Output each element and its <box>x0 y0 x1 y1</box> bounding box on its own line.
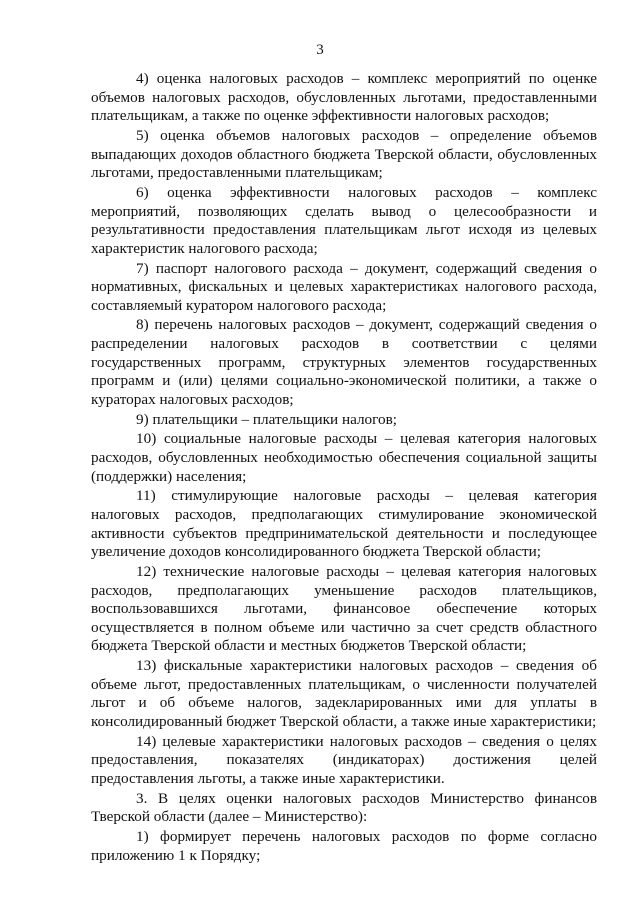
paragraph-item-5: 5) оценка объемов налоговых расходов – определение объемов выпадающих доходов областного бюджета Тверской области, обусловленных льготами, предоставленными плательщикам; <box>91 126 597 182</box>
paragraph-item-10: 10) социальные налоговые расходы – целевая категория налоговых расходов, обусловленных необходимостью обеспечения социальной защиты (поддержки) населения; <box>91 430 597 485</box>
paragraph-item-14: 14) целевые характеристики налоговых расходов – сведения о целях предоставления, показателях (индикаторах) достижения целей предоставления льготы, а также иные характеристики. <box>91 732 597 787</box>
paragraph-item-8: 8) перечень налоговых расходов – документ, содержащий сведения о распределении налоговых расходов в соответствии с целями государственных программ, структурных элементов государственных программ и (или) целями социально-экономической политики, а также о кураторах налоговых расходов; <box>91 316 597 408</box>
paragraph-item-13: 13) фискальные характеристики налоговых расходов – сведения об объеме льгот, предоставленных плательщикам, о численности получателей льгот и об объеме налогов, задекларированных ими для уплаты в консолидированный бюджет Тверской области, а также иные характеристики; <box>91 657 597 730</box>
paragraph-item-12: 12) технические налоговые расходы – целевая категория налоговых расходов, предполагающих уменьшение расходов плательщиков, воспользовавшихся льготами, финансовое обеспечение которых осуществляется в полном объеме или частично за счет средств областного бюджета Тверской области и местных бюджетов Тверской области; <box>91 562 597 655</box>
page-number: 3 <box>316 42 324 58</box>
paragraph-item-9: 9) плательщики – плательщики налогов; <box>136 410 397 428</box>
document-body <box>91 70 597 866</box>
paragraph-subitem-1: 1) формирует перечень налоговых расходов по форме согласно приложению 1 к Порядку; <box>91 828 597 864</box>
paragraph-item-4: 4) оценка налоговых расходов – комплекс мероприятий по оценке объемов налоговых расходов, обусловленных льготами, предоставленными плательщикам, а также по оценке эффективности налоговых расходов; <box>91 70 597 125</box>
paragraph-item-7: 7) паспорт налогового расхода – документ, содержащий сведения о нормативных, фискальных и целевых характеристиках налогового расхода, составляемый куратором налогового расхода; <box>91 259 597 314</box>
paragraph-item-6: 6) оценка эффективности налоговых расходов – комплекс мероприятий, позволяющих сделать вывод о целесообразности и результативности предоставления плательщикам льгот исходя из целевых характеристик налогового расхода; <box>91 183 597 257</box>
paragraph-section-3: 3. В целях оценки налоговых расходов Министерство финансов Тверской области (далее – Министерство): <box>91 789 597 826</box>
paragraph-item-11: 11) стимулирующие налоговые расходы – целевая категория налоговых расходов, предполагающих стимулирование экономической активности субъектов предпринимательской деятельности и последующее увеличение доходов консолидированного бюджета Тверской области; <box>91 487 597 561</box>
